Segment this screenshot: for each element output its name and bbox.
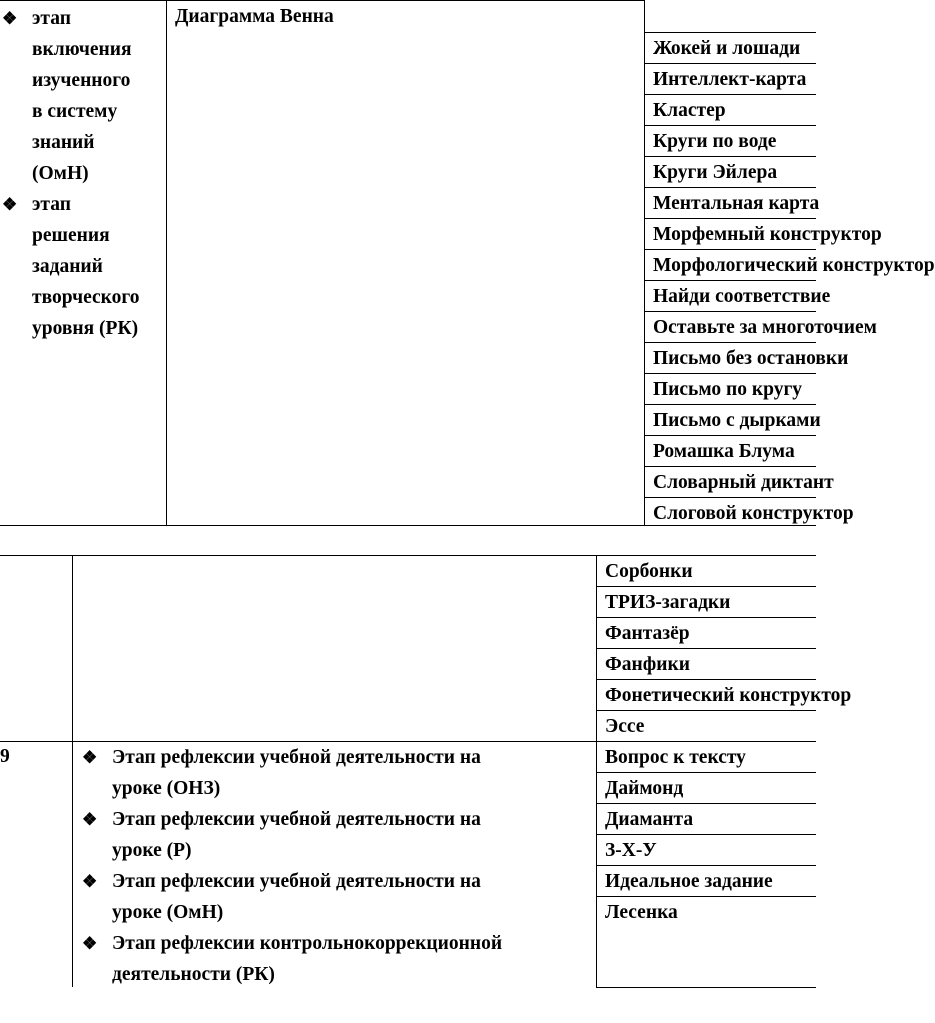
bottom-stage-item-4 (82, 928, 596, 990)
bottom-method-row-2: ТРИЗ-загадки (596, 587, 816, 618)
top-method-row-15: Словарный диктант (644, 467, 816, 498)
bottom-stage-3-line-2: уроке (ОмН) (112, 902, 224, 923)
diamond-bullet-icon: ❖ (82, 748, 98, 767)
bottom-stage-1-line-1: Этап рефлексии учебной деятельности на (112, 747, 481, 768)
diamond-bullet-icon: ❖ (2, 195, 18, 214)
top-methods-list (644, 33, 935, 529)
top-stage-1-line-5: знаний (32, 132, 95, 153)
bottom-stage-item-2 (82, 804, 596, 866)
bottom-table-divider-1 (72, 555, 73, 987)
top-method-row-9: Найди соответствие (644, 281, 816, 312)
top-method-row-5: Круги Эйлера (644, 157, 816, 188)
top-method-row-3: Кластер (644, 95, 816, 126)
top-method-row-12: Письмо по кругу (644, 374, 816, 405)
top-method-row-13: Письмо с дырками (644, 405, 816, 436)
top-stage-item-1 (2, 3, 166, 189)
bottom-stage-3-line-1: Этап рефлексии учебной деятельности на (112, 871, 481, 892)
top-table-border-top (0, 0, 644, 1)
diamond-bullet-icon: ❖ (2, 9, 18, 28)
bottom-methods-column (596, 556, 852, 987)
top-stage-item-2 (2, 189, 166, 344)
bottom-method-row-4: Фанфики (596, 649, 816, 680)
bottom-stage-2-line-1: Этап рефлексии учебной деятельности на (112, 809, 481, 830)
bottom-methods-bottom-list (596, 742, 816, 928)
top-stage-2-line-1: этап (32, 194, 71, 215)
bottom-stage-list (82, 742, 596, 990)
bottom-method-row-lower-5: Идеальное задание (596, 866, 816, 897)
top-method-row-7: Морфемный конструктор (644, 219, 816, 250)
top-stage-1-line-4: в систему (32, 101, 118, 122)
diamond-bullet-icon: ❖ (82, 934, 98, 953)
bottom-method-row-1: Сорбонки (596, 556, 816, 587)
diamond-bullet-icon: ❖ (82, 872, 98, 891)
bottom-method-row-3: Фантазёр (596, 618, 816, 649)
bottom-method-row-lower-1: Вопрос к тексту (596, 742, 816, 773)
bottom-methods-top-list (596, 556, 852, 742)
top-stage-1-line-1: этап (32, 8, 71, 29)
top-method-row-16: Слоговой конструктор (653, 503, 854, 524)
top-method-row-6: Ментальная карта (644, 188, 816, 219)
top-method-row-11: Письмо без остановки (644, 343, 816, 374)
bottom-stage-1-line-2: уроке (ОНЗ) (112, 778, 221, 799)
bottom-method-row-lower-6: Лесенка (605, 902, 678, 923)
diamond-bullet-icon: ❖ (82, 810, 98, 829)
bottom-method-row-lower-3: Диаманта (596, 804, 816, 835)
bottom-stage-item-1 (82, 742, 596, 804)
top-method-row-2: Интеллект-карта (644, 64, 816, 95)
bottom-stage-4-line-2: деятельности (РК) (112, 964, 275, 985)
bottom-method-row-lower-2: Даймонд (596, 773, 816, 804)
top-methods-column (644, 32, 935, 526)
bottom-methods-border-bottom (596, 987, 816, 988)
bottom-method-row-5: Фонетический конструктор (596, 680, 816, 711)
bottom-method-row-6: Эссе (596, 711, 816, 742)
bottom-stage-4-line-1: Этап рефлексии контрольнокоррекционной (112, 933, 503, 954)
top-method-row-14: Ромашка Блума (644, 436, 816, 467)
top-method-row-10: Оставьте за многоточием (644, 312, 816, 343)
header-cell-venn-diagram: Диаграмма Венна (175, 6, 334, 27)
top-method-row-8: Морфологический конструктор (644, 250, 816, 281)
top-stage-list (2, 3, 166, 344)
row-number: 9 (0, 746, 10, 767)
top-stage-2-line-4: творческого (32, 287, 140, 308)
bottom-stage-item-3 (82, 866, 596, 928)
top-stage-1-line-3: изученного (32, 70, 131, 91)
top-stage-2-line-3: заданий (32, 256, 103, 277)
top-table-divider-1 (166, 0, 167, 526)
top-method-row-4: Круги по воде (644, 126, 816, 157)
top-stage-1-line-6: (ОмН) (32, 163, 89, 184)
bottom-method-row-lower-4: З-Х-У (596, 835, 816, 866)
bottom-stage-2-line-2: уроке (Р) (112, 840, 192, 861)
top-stage-2-line-2: решения (32, 225, 110, 246)
top-stage-1-line-2: включения (32, 39, 132, 60)
top-method-row-1: Жокей и лошади (644, 33, 816, 64)
top-stage-2-line-5: уровня (РК) (32, 318, 139, 339)
